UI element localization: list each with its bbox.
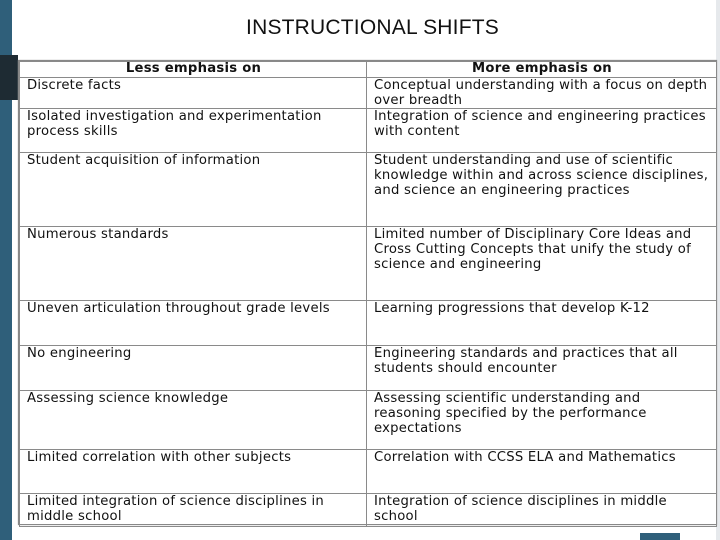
less-emphasis-cell: Uneven articulation throughout grade levels <box>20 301 367 346</box>
less-emphasis-cell: No engineering <box>20 346 367 391</box>
table-row <box>20 153 717 227</box>
less-emphasis-cell: Isolated investigation and experimentation process skills <box>20 109 367 153</box>
less-emphasis-cell: Discrete facts <box>20 78 367 109</box>
more-emphasis-cell: Conceptual understanding with a focus on depth over breadth <box>367 78 717 109</box>
shifts-table <box>19 61 717 527</box>
table-row <box>20 391 717 450</box>
table-row <box>20 301 717 346</box>
table-row <box>20 450 717 494</box>
more-emphasis-cell: Correlation with CCSS ELA and Mathematics <box>367 450 717 494</box>
more-emphasis-cell: Student understanding and use of scientific knowledge within and across science disciplines, and science an engineering practices <box>367 153 717 227</box>
more-emphasis-cell: Integration of science and engineering practices with content <box>367 109 717 153</box>
table-row <box>20 78 717 109</box>
bottom-accent-mark <box>640 533 680 540</box>
instructional-shifts-table <box>18 60 717 525</box>
header-less-emphasis: Less emphasis on <box>20 62 367 78</box>
less-emphasis-cell: Limited integration of science disciplines in middle school <box>20 494 367 527</box>
more-emphasis-cell: Engineering standards and practices that all students should encounter <box>367 346 717 391</box>
left-accent-strip <box>0 0 12 540</box>
more-emphasis-cell: Assessing scientific understanding and reasoning specified by the performance expectations <box>367 391 717 450</box>
table-header-row <box>20 62 717 78</box>
table-row <box>20 227 717 301</box>
left-accent-block <box>0 55 18 100</box>
less-emphasis-cell: Student acquisition of information <box>20 153 367 227</box>
more-emphasis-cell: Limited number of Disciplinary Core Ideas and Cross Cutting Concepts that unify the study of science and engineering <box>367 227 717 301</box>
less-emphasis-cell: Limited correlation with other subjects <box>20 450 367 494</box>
table-row <box>20 109 717 153</box>
more-emphasis-cell: Learning progressions that develop K-12 <box>367 301 717 346</box>
slide-title: INSTRUCTIONAL SHIFTS <box>246 16 499 39</box>
more-emphasis-cell: Integration of science disciplines in middle school <box>367 494 717 527</box>
less-emphasis-cell: Assessing science knowledge <box>20 391 367 450</box>
table-row <box>20 346 717 391</box>
less-emphasis-cell: Numerous standards <box>20 227 367 301</box>
header-more-emphasis: More emphasis on <box>367 62 717 78</box>
table-row <box>20 494 717 527</box>
